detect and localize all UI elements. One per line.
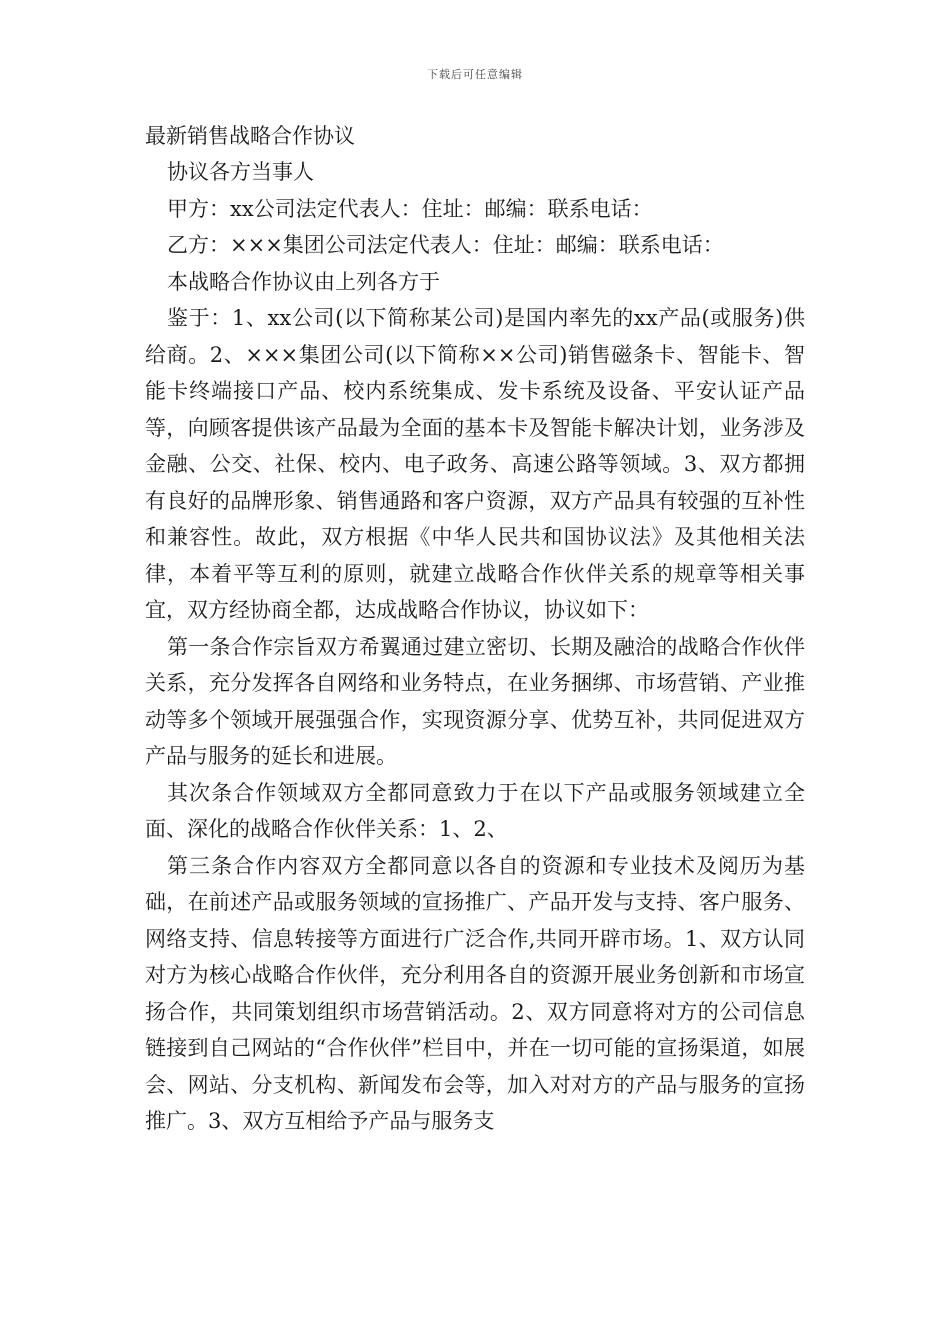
- header-note: 下载后可任意编辑: [427, 68, 523, 81]
- whereas-paragraph: 鉴于：1、xx公司(以下简称某公司)是国内率先的xx产品(或服务)供给商。2、×××集团公司(以下简称××公司)销售磁条卡、智能卡、智能卡终端接口产品、校内系统集成、发卡系统及设备、平安认证产品等，向顾客提供该产品最为全面的基本卡及智能卡解决计划，业务涉及金融、公交、社保、校内、电子政务、高速公路等领域。3、双方都拥有良好的品牌形象、销售通路和客户资源，双方产品具有较强的互补性和兼容性。故此，双方根据《中华人民共和国协议法》及其他相关法律，本着平等互利的原则，就建立战略合作伙伴关系的规章等相关事宜，双方经协商全都，达成战略合作协议，协议如下：: [145, 306, 805, 622]
- party-a-line: 甲方：xx公司法定代表人：住址：邮编：联系电话：: [167, 196, 653, 221]
- document-body: [145, 118, 805, 1140]
- article-2-paragraph: 其次条合作领域双方全都同意致力于在以下产品或服务领域建立全面、深化的战略合作伙伴关系：1、2、: [145, 780, 805, 841]
- article-1-paragraph: 第一条合作宗旨双方希翼通过建立密切、长期及融洽的战略合作伙伴关系，充分发挥各自网络和业务特点，在业务捆绑、市场营销、产业推动等多个领域开展强强合作，实现资源分享、优势互补，共同促进双方产品与服务的延长和进展。: [145, 634, 805, 768]
- parties-heading: 协议各方当事人: [167, 160, 314, 184]
- document-title: 最新销售战略合作协议: [145, 124, 355, 148]
- article-3-paragraph: 第三条合作内容双方全都同意以各自的资源和专业技术及阅历为基础，在前述产品或服务领域的宣扬推广、产品开发与支持、客户服务、网络支持、信息转接等方面进行广泛合作,共同开辟市场。1、双方认同对方为核心战略合作伙伴，充分利用各自的资源开展业务创新和市场宣扬合作，共同策划组织市场营销活动。2、双方同意将对方的公司信息链接到自己网站的“合作伙伴”栏目中，并在一切可能的宣扬渠道，如展会、网站、分支机构、新闻发布会等，加入对对方的产品与服务的宣扬推广。3、双方互相给予产品与服务支: [145, 853, 805, 1133]
- intro-line: 本战略合作协议由上列各方于: [167, 269, 440, 294]
- party-b-line: 乙方：×××集团公司法定代表人：住址：邮编：联系电话：: [167, 233, 724, 257]
